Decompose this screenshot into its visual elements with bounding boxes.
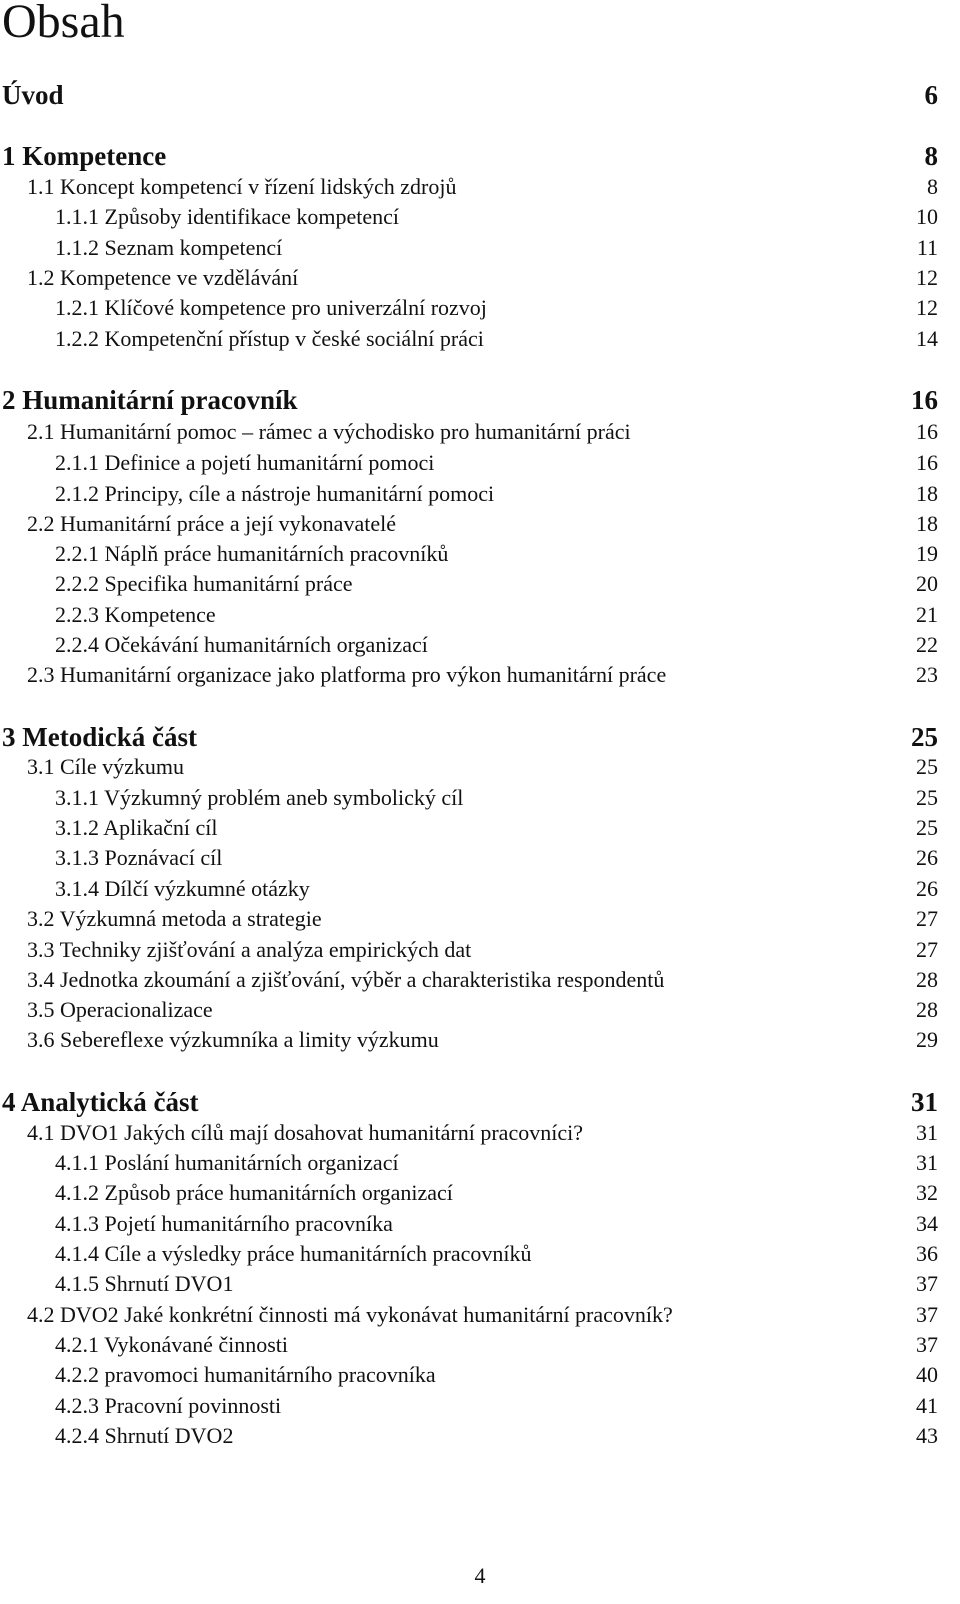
toc-entry-title: 2.2.4 Očekávání humanitárních organizací [55, 632, 428, 657]
toc-entry-page: 25 [916, 785, 938, 810]
toc-entry-title: 4.2.2 pravomoci humanitárního pracovníka [55, 1362, 436, 1387]
toc-entry-page: 28 [916, 967, 938, 992]
toc-entry-page: 23 [916, 662, 938, 687]
toc-entry-title: 3.1.1 Výzkumný problém aneb symbolický cíl [55, 785, 464, 810]
toc-entry-title: 2 Humanitární pracovník [2, 385, 298, 415]
toc-entry-title: 4.1.4 Cíle a výsledky práce humanitárních pracovníků [55, 1241, 532, 1266]
toc-entry-title: 1.2 Kompetence ve vzdělávání [27, 265, 299, 290]
toc-entry-page: 37 [916, 1271, 938, 1296]
toc-entry-page: 41 [916, 1393, 938, 1418]
toc-entry-page: 25 [916, 815, 938, 840]
toc-entry-page: 26 [916, 876, 938, 901]
toc-entry-page: 16 [916, 419, 938, 444]
toc-entry-title: 4.2 DVO2 Jaké konkrétní činnosti má vykonávat humanitární pracovník? [27, 1302, 673, 1327]
toc-entry-page: 25 [916, 754, 938, 779]
toc-entry-page: 40 [916, 1362, 938, 1387]
toc-entry-title: 2.2.3 Kompetence [55, 602, 216, 627]
toc-entry-page: 18 [916, 511, 938, 536]
toc-entry-title: 1.1.1 Způsoby identifikace kompetencí [55, 204, 399, 229]
toc-entry-title: 4.1 DVO1 Jakých cílů mají dosahovat humanitární pracovníci? [27, 1120, 583, 1145]
toc-entry-page: 11 [916, 235, 938, 260]
toc-entry-page: 20 [916, 571, 938, 596]
toc-entry-page: 21 [916, 602, 938, 627]
toc-entry-title: 3.6 Sebereflexe výzkumníka a limity výzkumu [27, 1027, 439, 1052]
toc-entry-title: 3.1.2 Aplikační cíl [55, 815, 218, 840]
toc-entry-page: 16 [911, 385, 938, 415]
toc-entry-title: 4.2.1 Vykonávané činnosti [55, 1332, 289, 1357]
toc-entry-title: 2.1 Humanitární pomoc – rámec a východisko pro humanitární práci [27, 419, 631, 444]
toc-entry-title: Úvod [2, 80, 64, 110]
toc-entry-title: 2.3 Humanitární organizace jako platforma pro výkon humanitární práce [27, 662, 667, 687]
toc-entry-page: 27 [916, 937, 938, 962]
toc-entry-title: 4.1.1 Poslání humanitárních organizací [55, 1150, 399, 1175]
toc-entry-title: 3.4 Jednotka zkoumání a zjišťování, výběr a charakteristika respondentů [27, 967, 665, 992]
toc-entry-page: 32 [916, 1180, 938, 1205]
toc-entry-page: 31 [916, 1150, 938, 1175]
toc-entry-page: 16 [916, 450, 938, 475]
toc-entry-title: 4.1.2 Způsob práce humanitárních organizací [55, 1180, 453, 1205]
toc-entry-title: 3.2 Výzkumná metoda a strategie [27, 906, 322, 931]
toc-entry-title: 3 Metodická část [2, 722, 197, 752]
toc-entry-title: 2.2.1 Náplň práce humanitárních pracovníků [55, 541, 449, 566]
toc-entry-title: 3.3 Techniky zjišťování a analýza empirických dat [27, 937, 472, 962]
toc-entry-page: 27 [916, 906, 938, 931]
page-title: Obsah [2, 0, 125, 48]
toc-entry-page: 22 [916, 632, 938, 657]
toc-entry-page: 8 [927, 174, 938, 199]
toc-entry-page: 26 [916, 845, 938, 870]
toc-entry-page: 25 [911, 722, 938, 752]
toc-entry-title: 1.2.1 Klíčové kompetence pro univerzální rozvoj [55, 295, 487, 320]
page-number: 4 [474, 1563, 486, 1588]
toc-entry-title: 1.2.2 Kompetenční přístup v české sociální práci [55, 326, 484, 351]
toc-entry-title: 4 Analytická část [2, 1087, 199, 1117]
toc-entry-page: 37 [916, 1302, 938, 1327]
toc-entry-title: 3.1 Cíle výzkumu [27, 754, 185, 779]
toc-entry-page: 31 [911, 1087, 938, 1117]
toc-entry-title: 3.1.4 Dílčí výzkumné otázky [55, 876, 310, 901]
toc-entry-title: 4.1.5 Shrnutí DVO1 [55, 1271, 234, 1296]
toc-entry-page: 43 [916, 1423, 938, 1448]
toc-entry-title: 4.1.3 Pojetí humanitárního pracovníka [55, 1211, 393, 1236]
toc-entry-page: 31 [916, 1120, 938, 1145]
toc-entry-title: 4.2.3 Pracovní povinnosti [55, 1393, 282, 1418]
toc-entry-page: 28 [916, 997, 938, 1022]
toc-entry-title: 3.5 Operacionalizace [27, 997, 213, 1022]
toc-entry-page: 8 [924, 141, 938, 171]
toc-entry-page: 34 [916, 1211, 938, 1236]
toc-entry-page: 12 [916, 295, 938, 320]
toc-entry-title: 2.1.1 Definice a pojetí humanitární pomoci [55, 450, 435, 475]
toc-entry-title: 2.1.2 Principy, cíle a nástroje humanitární pomoci [55, 481, 495, 506]
toc-entry-title: 1 Kompetence [2, 141, 167, 171]
toc-entry-page: 29 [916, 1027, 938, 1052]
toc-entry-title: 1.1.2 Seznam kompetencí [55, 235, 283, 260]
toc-entry-page: 6 [924, 80, 938, 110]
toc-entry-title: 2.2.2 Specifika humanitární práce [55, 571, 353, 596]
toc-entry-page: 37 [916, 1332, 938, 1357]
toc-entry-title: 3.1.3 Poznávací cíl [55, 845, 223, 870]
toc-entry-page: 18 [916, 481, 938, 506]
toc-entry-page: 10 [916, 204, 938, 229]
toc-entry-page: 12 [916, 265, 938, 290]
toc-entry-page: 14 [916, 326, 938, 351]
toc-entry-page: 36 [916, 1241, 938, 1266]
toc-entry-title: 2.2 Humanitární práce a její vykonavatelé [27, 511, 396, 536]
toc-entry-page: 19 [916, 541, 938, 566]
toc-entry-title: 1.1 Koncept kompetencí v řízení lidských zdrojů [27, 174, 457, 199]
toc-entry-title: 4.2.4 Shrnutí DVO2 [55, 1423, 234, 1448]
